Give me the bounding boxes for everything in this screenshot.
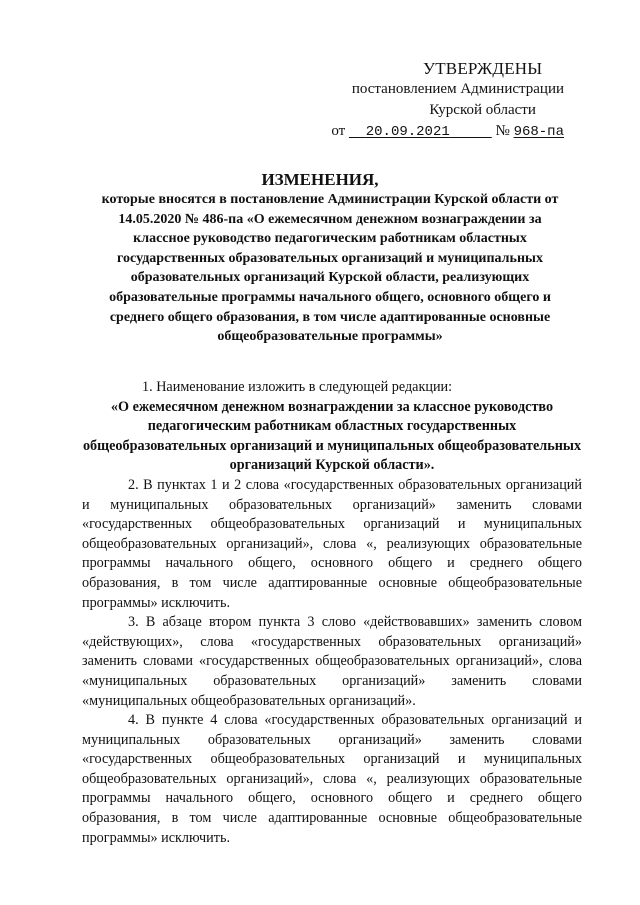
item-1-intro: 1. Наименование изложить в следующей редакции: — [142, 379, 453, 395]
date-prefix: от — [331, 123, 346, 139]
document-body — [82, 378, 582, 848]
approval-block — [331, 58, 564, 142]
item-4: 4. В пункте 4 слова «государственных образовательных организаций и муниципальных образовательных организаций» заменить словами «государственных общеобразовательных организаций и муниципальных общеобразовательных организаций», слова «, реализующих образовательные программы начального общего, основного общего и среднего общего образования, в том числе адаптированные основные общеобразовательные программы» исключить. — [82, 712, 582, 846]
document-title: ИЗМЕНЕНИЯ, — [261, 170, 379, 189]
approval-heading: УТВЕРЖДЕНЫ — [422, 59, 543, 78]
document-subtitle: которые вносятся в постановление Администрации Курской области от 14.05.2020 № 486-па «О ежемесячном денежном вознаграждении за классное руководство педагогическим работникам областных государственных образовательных организаций и муниципальных образовательных организаций Курской области, реализующих образовательные программы начального общего, основного общего и среднего общего образования, в том числе адаптированные основные общеобразовательные программы» — [101, 192, 559, 345]
approval-date-line — [331, 121, 564, 142]
approval-authority: постановлением Администрации — [351, 81, 564, 97]
number-prefix: № — [495, 123, 510, 139]
item-1-new-title: «О ежемесячном денежном вознаграждении за классное руководство педагогическим работникам областных государственных общеобразовательных организаций и муниципальных общеобразовательных организаций Курской области». — [82, 398, 582, 474]
approval-number: 968-па — [513, 124, 564, 140]
approval-region: Курской области — [429, 102, 536, 118]
item-3: 3. В абзаце втором пункта 3 слово «действовавших» заменить словом «действующих», слова «государственных образовательных организаций» заменить словами «государственных общеобразовательных организаций», слова «муниципальных образовательных организаций» заменить словами «муниципальных общеобразовательных организаций». — [82, 614, 582, 709]
item-2: 2. В пунктах 1 и 2 слова «государственных образовательных организаций и муниципальных образовательных организаций» заменить словами «государственных общеобразовательных организаций и муниципальных общеобразовательных организаций», слова «, реализующих образовательные программы начального общего, основного общего и среднего общего образования, в том числе адаптированные основные общеобразовательные программы» исключить. — [82, 476, 582, 611]
approval-date: 20.09.2021 — [365, 124, 450, 140]
